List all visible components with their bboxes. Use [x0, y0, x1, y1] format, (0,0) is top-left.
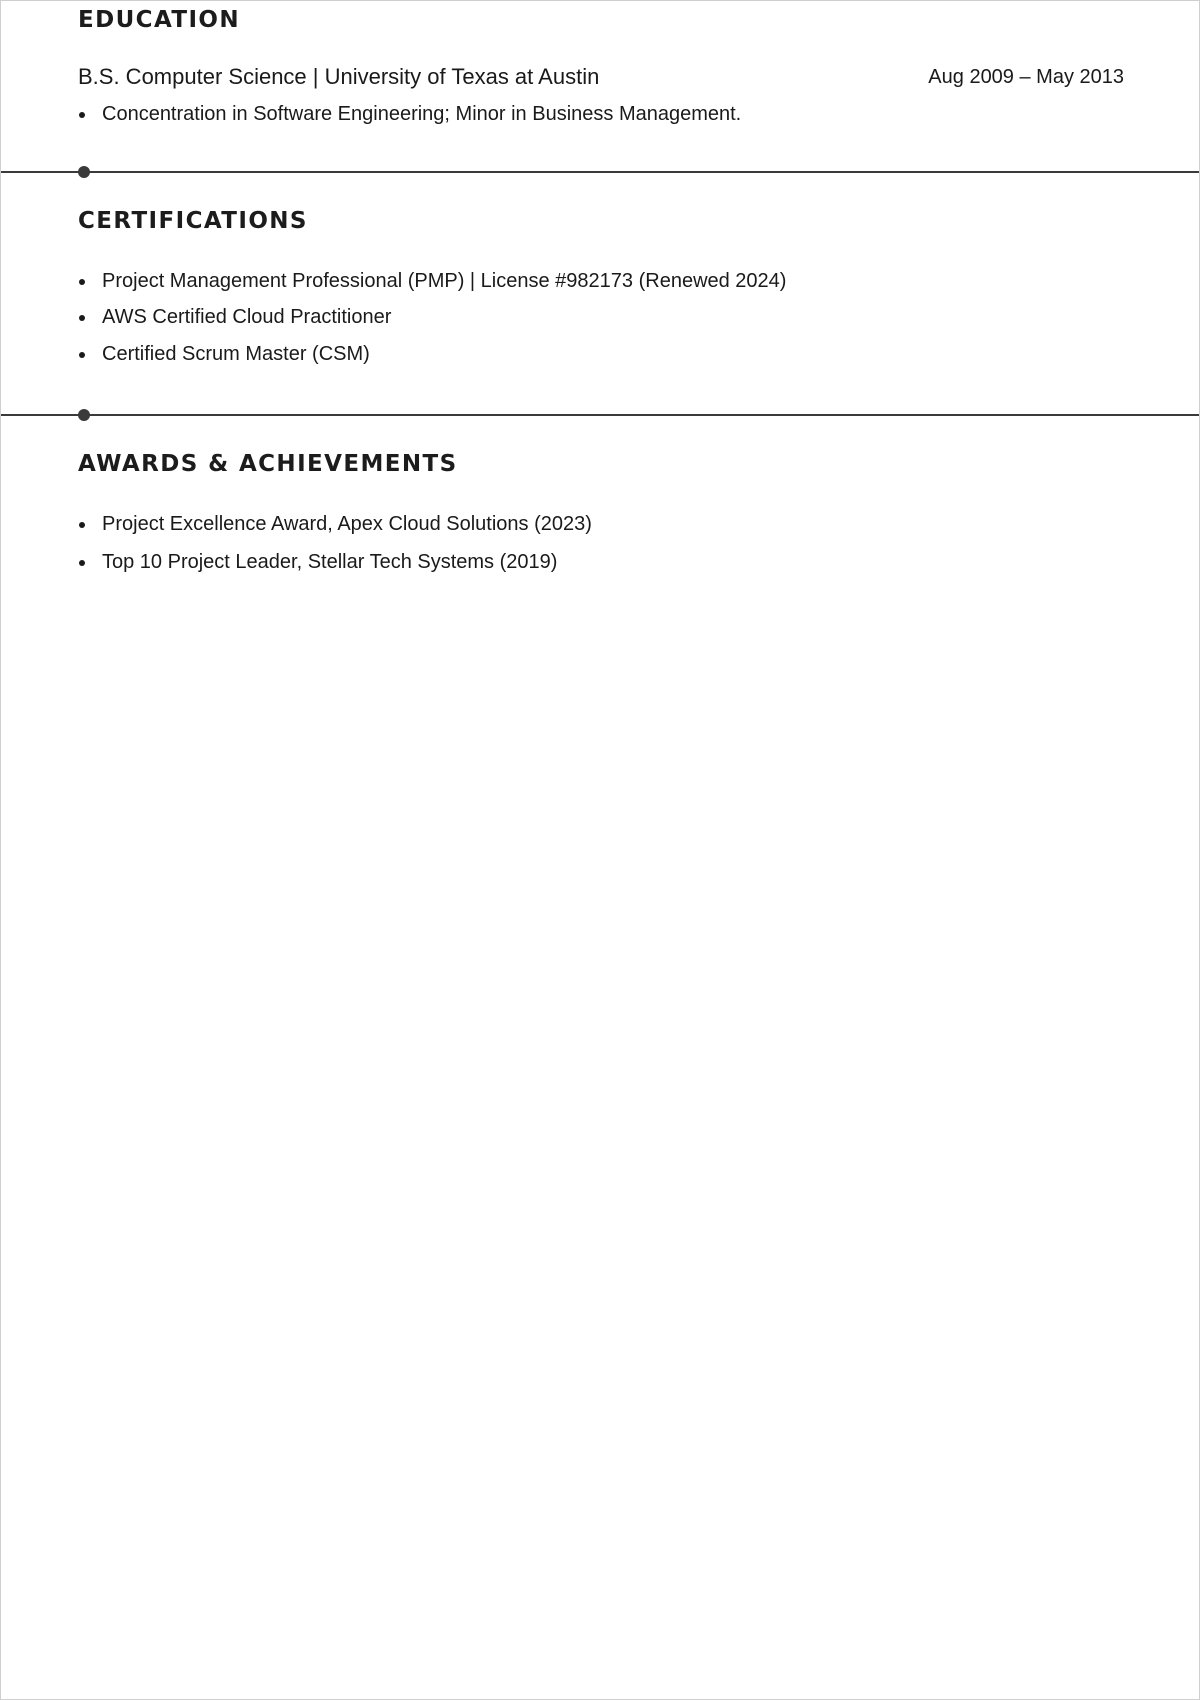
list-item-text: Top 10 Project Leader, Stellar Tech Systems (2019): [102, 551, 558, 573]
education-bullets: [78, 102, 741, 126]
bullet-dot: [79, 279, 85, 285]
awards-list: [78, 512, 592, 574]
list-item-text: Project Management Professional (PMP) | License #982173 (Renewed 2024): [102, 270, 787, 292]
bullet-dot: [79, 112, 85, 118]
bullet-dot: [79, 560, 85, 566]
divider-line: [1, 171, 1199, 173]
bullet-dot: [79, 315, 85, 321]
divider-line: [1, 414, 1199, 416]
list-item: [78, 342, 786, 366]
divider-dot: [78, 166, 90, 178]
list-item-text: Project Excellence Award, Apex Cloud Solutions (2023): [102, 513, 592, 535]
bullet-dot: [79, 522, 85, 528]
list-item-text: AWS Certified Cloud Practitioner: [102, 306, 392, 328]
divider-dot: [78, 409, 90, 421]
certifications-list: [78, 269, 786, 366]
list-item: [78, 512, 592, 536]
list-item: [78, 269, 786, 293]
list-item: [78, 102, 741, 126]
bullet-dot: [79, 352, 85, 358]
certifications-heading: CERTIFICATIONS: [78, 208, 308, 234]
list-item: [78, 305, 786, 329]
education-heading: EDUCATION: [78, 7, 241, 33]
education-entry: [78, 64, 1124, 94]
list-item-text: Certified Scrum Master (CSM): [102, 343, 370, 365]
degree-text: B.S. Computer Science | University of Texas at Austin: [78, 64, 600, 89]
section-divider: [1, 165, 1199, 179]
list-item: [78, 550, 592, 574]
awards-heading: AWARDS & ACHIEVEMENTS: [78, 451, 458, 477]
section-divider: [1, 408, 1199, 422]
list-item-text: Concentration in Software Engineering; Minor in Business Management.: [102, 103, 742, 125]
education-dates: Aug 2009 – May 2013: [928, 66, 1124, 88]
